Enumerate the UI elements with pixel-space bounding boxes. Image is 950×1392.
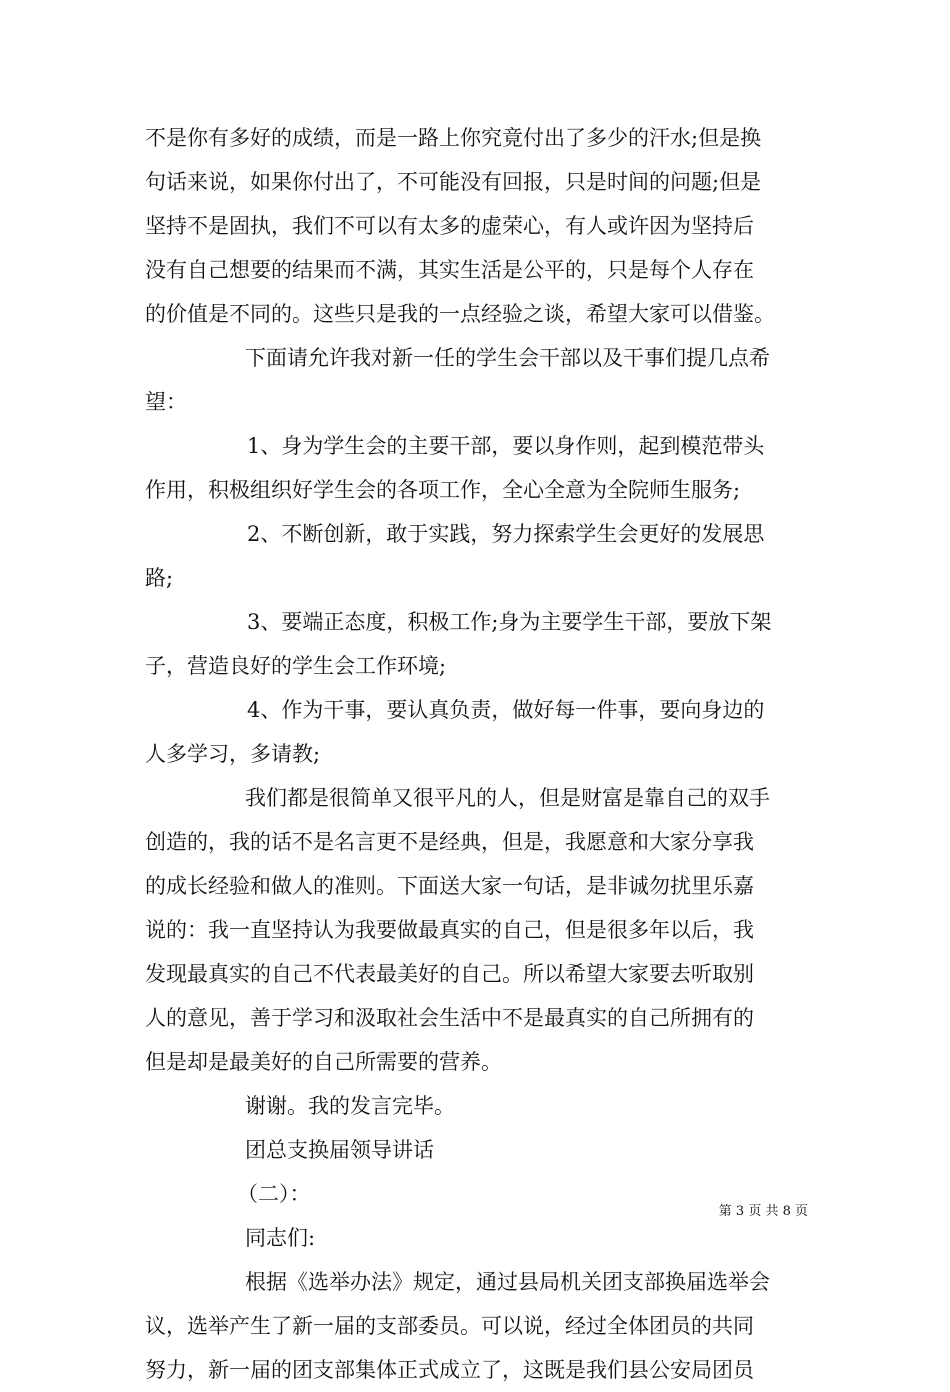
text-line: 人的意见，善于学习和汲取社会生活中不是最真实的自己所拥有的 xyxy=(145,1006,754,1030)
text-line: 创造的，我的话不是名言更不是经典，但是，我愿意和大家分享我 xyxy=(145,830,754,854)
paragraph-closing: 我们都是很简单又很平凡的人，但是财富是靠自己的双手 xyxy=(245,786,770,810)
text-line: 路; xyxy=(145,566,174,590)
text-line: 子，营造良好的学生会工作环境; xyxy=(145,654,447,678)
text-line: 没有自己想要的结果而不满，其实生活是公平的，只是每个人存在 xyxy=(145,258,754,282)
list-item-2: 2、不断创新，敢于实践，努力探索学生会更好的发展思 xyxy=(247,522,765,546)
text-line: 人多学习，多请教; xyxy=(145,742,321,766)
text-line: 的价值是不同的。这些只是我的一点经验之谈，希望大家可以借鉴。 xyxy=(145,302,775,326)
text-line: 坚持不是固执，我们不可以有太多的虚荣心，有人或许因为坚持后 xyxy=(145,214,754,238)
section-number: （二）： xyxy=(237,1182,311,1206)
text-line: 发现最真实的自己不代表最美好的自己。所以希望大家要去听取别 xyxy=(145,962,754,986)
document-body xyxy=(145,116,807,1392)
text-line: 但是却是最美好的自己所需要的营养。 xyxy=(145,1050,502,1074)
text-line: 议，选举产生了新一届的支部委员。可以说，经过全体团员的共同 xyxy=(145,1314,754,1338)
page-number: 第 3 页 共 8 页 xyxy=(718,1204,808,1219)
text-line: 说的：我一直坚持认为我要做最真实的自己，但是很多年以后，我 xyxy=(145,918,754,942)
text-line: 的成长经验和做人的准则。下面送大家一句话，是非诚勿扰里乐嘉 xyxy=(145,874,754,898)
paragraph-election: 根据《选举办法》规定，通过县局机关团支部换届选举会 xyxy=(245,1270,770,1294)
text-line: 作用，积极组织好学生会的各项工作，全心全意为全院师生服务; xyxy=(145,478,741,502)
text-line: 努力，新一届的团支部集体正式成立了，这既是我们县公安局团员 xyxy=(145,1358,754,1382)
thanks-line: 谢谢。我的发言完毕。 xyxy=(245,1094,455,1118)
list-item-4: 4、作为干事，要认真负责，做好每一件事，要向身边的 xyxy=(247,698,765,722)
text-line: 不是你有多好的成绩，而是一路上你究竟付出了多少的汗水;但是换 xyxy=(145,126,762,150)
paragraph-hopes-intro: 下面请允许我对新一任的学生会干部以及干事们提几点希 xyxy=(245,346,770,370)
section-title: 团总支换届领导讲话 xyxy=(245,1138,434,1162)
text-line: 句话来说，如果你付出了，不可能没有回报，只是时间的问题;但是 xyxy=(145,170,762,194)
list-item-3: 3、要端正态度，积极工作;身为主要学生干部，要放下架 xyxy=(247,610,772,634)
salutation: 同志们: xyxy=(245,1226,316,1250)
list-item-1: 1、身为学生会的主要干部，要以身作则，起到模范带头 xyxy=(247,434,765,458)
text-line: 望： xyxy=(145,390,187,414)
